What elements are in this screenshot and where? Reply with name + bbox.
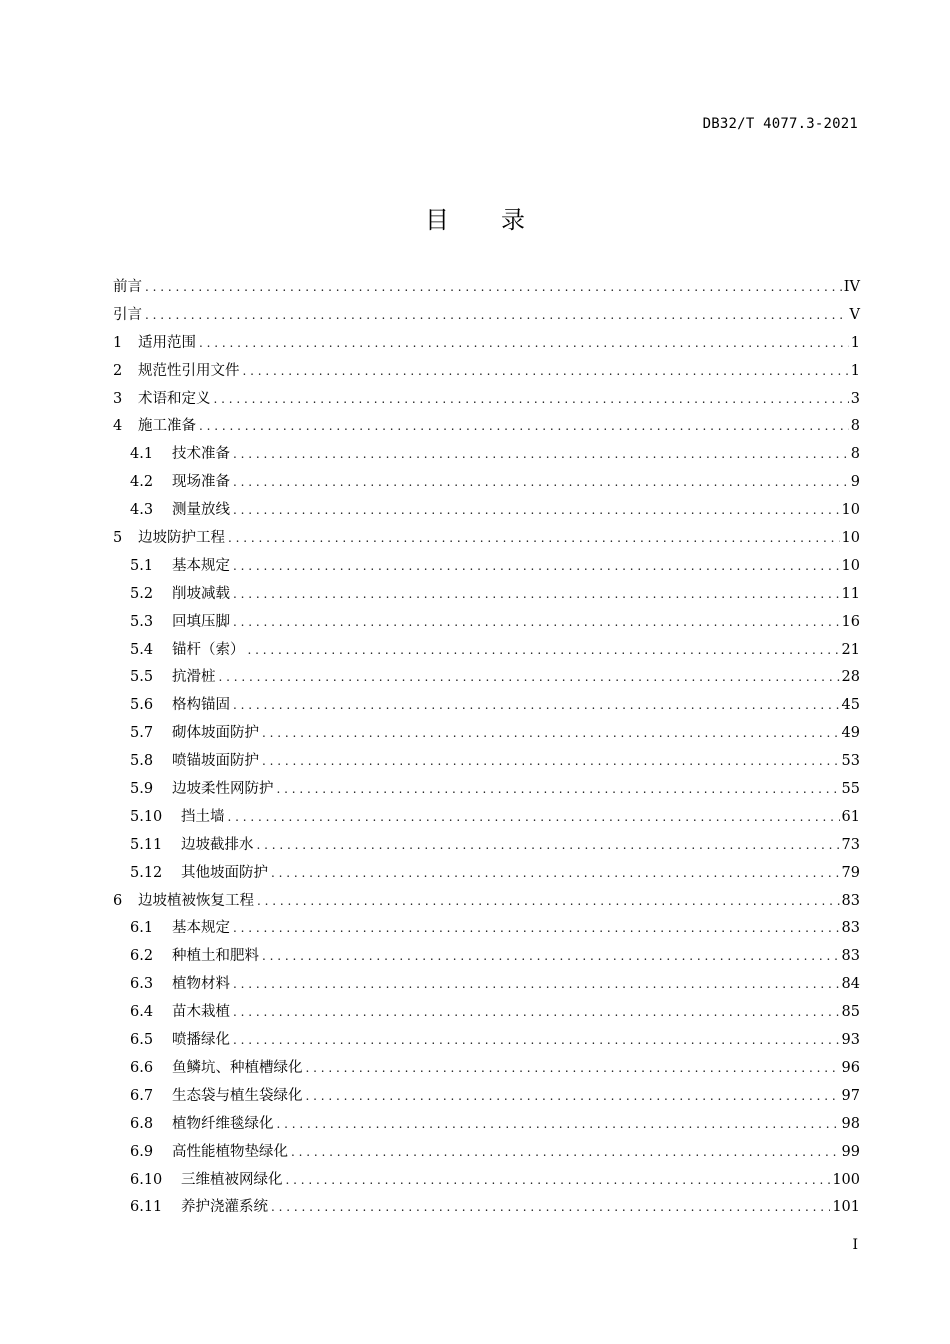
toc-entry[interactable]: [113, 1167, 860, 1195]
toc-entry-page: 16: [841, 613, 860, 630]
dot-leader: [233, 915, 840, 943]
toc-entry[interactable]: [113, 915, 860, 943]
toc-entry-number: 1: [113, 334, 123, 351]
toc-entry-number: 4.2: [130, 474, 154, 491]
toc-entry[interactable]: [113, 469, 860, 497]
toc-entry-page: 98: [841, 1115, 860, 1132]
page-title: 目录: [425, 206, 577, 234]
toc-entry-number: 2: [113, 362, 123, 379]
toc-entry-number: 5.5: [130, 669, 154, 686]
toc-entry-page: 55: [841, 781, 860, 798]
toc-entry[interactable]: [113, 1194, 860, 1222]
toc-entry-label: 三维植被网绿化: [181, 1171, 283, 1188]
toc-entry[interactable]: [113, 497, 860, 525]
toc-entry-number: 6.7: [130, 1087, 154, 1104]
toc-entry-label: 规范性引用文件: [138, 362, 240, 379]
toc-entry[interactable]: [113, 832, 860, 860]
dot-leader: [233, 553, 840, 581]
toc-entry-page: 83: [841, 920, 860, 937]
toc-entry-label: 边坡柔性网防护: [172, 781, 274, 798]
toc-entry[interactable]: [113, 999, 860, 1027]
toc-entry[interactable]: [113, 441, 860, 469]
toc-entry-number: 5.2: [130, 585, 154, 602]
toc-entry-label: 前言: [113, 279, 142, 295]
toc-entry[interactable]: [113, 413, 860, 441]
dot-leader: [145, 274, 842, 302]
toc-entry-label: 边坡截排水: [181, 836, 254, 853]
toc-entry-page: 101: [832, 1199, 860, 1216]
toc-entry[interactable]: [113, 1027, 860, 1055]
toc-entry-number: 4: [113, 418, 123, 435]
toc-entry-label: 引言: [113, 306, 142, 323]
toc-entry-number: 6.3: [130, 976, 154, 993]
toc-entry-page: 8: [850, 446, 860, 463]
toc-entry-number: 5.1: [130, 557, 154, 574]
toc-entry[interactable]: [113, 804, 860, 832]
toc-entry-label: 喷锚坡面防护: [172, 753, 259, 770]
table-of-contents: [113, 274, 860, 1222]
toc-entry-number: 6.4: [130, 1004, 154, 1021]
toc-entry-label: 削坡减载: [172, 585, 230, 602]
toc-entry-number: 6.9: [130, 1143, 154, 1160]
dot-leader: [262, 720, 840, 748]
dot-leader: [257, 888, 840, 916]
toc-entry-page: 10: [841, 530, 860, 547]
toc-entry-page: 93: [841, 1032, 860, 1049]
toc-entry[interactable]: [113, 609, 860, 637]
toc-entry[interactable]: [113, 692, 860, 720]
toc-entry[interactable]: [113, 971, 860, 999]
toc-entry-page: 97: [841, 1087, 860, 1104]
toc-entry[interactable]: [113, 330, 860, 358]
toc-entry-number: 4.3: [130, 502, 154, 519]
toc-entry-label: 测量放线: [172, 502, 230, 519]
toc-entry[interactable]: [113, 358, 860, 386]
toc-entry-label: 适用范围: [138, 334, 196, 351]
toc-entry-number: 5.11: [130, 836, 163, 853]
toc-entry[interactable]: [113, 274, 860, 302]
toc-entry[interactable]: [113, 386, 860, 414]
toc-entry-page: 83: [841, 948, 860, 965]
dot-leader: [271, 860, 840, 888]
toc-entry[interactable]: [113, 860, 860, 888]
dot-leader: [233, 609, 840, 637]
toc-entry[interactable]: [113, 302, 860, 330]
dot-leader: [228, 804, 840, 832]
toc-entry-number: 5: [113, 530, 123, 547]
toc-entry-page: 11: [841, 585, 860, 602]
toc-entry-label: 回填压脚: [172, 613, 230, 630]
dot-leader: [233, 692, 840, 720]
toc-entry-page: V: [849, 306, 860, 323]
toc-entry-label: 种植土和肥料: [172, 948, 259, 965]
dot-leader: [214, 386, 849, 414]
toc-entry-page: 21: [841, 641, 860, 658]
toc-entry-label: 生态袋与植生袋绿化: [172, 1087, 303, 1104]
toc-entry-label: 苗木栽植: [172, 1004, 230, 1021]
dot-leader: [233, 1027, 840, 1055]
toc-entry-page: 85: [841, 1004, 860, 1021]
dot-leader: [199, 413, 849, 441]
toc-entry-page: 83: [841, 892, 860, 909]
toc-entry-number: 3: [113, 390, 123, 407]
toc-entry-number: 6.10: [130, 1171, 163, 1188]
toc-entry-page: 10: [841, 502, 860, 519]
dot-leader: [286, 1167, 831, 1195]
toc-entry[interactable]: [113, 888, 860, 916]
toc-entry-label: 术语和定义: [138, 390, 211, 407]
dot-leader: [243, 358, 849, 386]
dot-leader: [233, 469, 849, 497]
toc-entry-number: 6.1: [130, 920, 154, 937]
toc-entry-number: 5.9: [130, 781, 154, 798]
toc-entry[interactable]: [113, 637, 860, 665]
toc-entry-label: 植物纤维毯绿化: [172, 1115, 274, 1132]
toc-entry-label: 砌体坡面防护: [172, 725, 259, 742]
toc-entry-page: 1: [850, 362, 860, 379]
toc-entry-label: 喷播绿化: [172, 1032, 230, 1049]
toc-entry-number: 5.6: [130, 697, 154, 714]
toc-entry[interactable]: [113, 720, 860, 748]
toc-entry-page: 84: [841, 976, 860, 993]
dot-leader: [199, 330, 849, 358]
toc-entry-page: 8: [850, 418, 860, 435]
toc-entry-page: 79: [841, 864, 860, 881]
toc-entry-label: 基本规定: [172, 557, 230, 574]
dot-leader: [262, 748, 840, 776]
dot-leader: [291, 1139, 840, 1167]
toc-entry[interactable]: [113, 1055, 860, 1083]
dot-leader: [306, 1083, 840, 1111]
toc-entry[interactable]: [113, 776, 860, 804]
toc-entry-number: 6.6: [130, 1059, 154, 1076]
toc-entry-label: 植物材料: [172, 976, 230, 993]
toc-entry-label: 技术准备: [172, 446, 230, 463]
toc-entry-number: 6.2: [130, 948, 154, 965]
dot-leader: [233, 999, 840, 1027]
toc-entry-label: 基本规定: [172, 920, 230, 937]
toc-entry[interactable]: [113, 525, 860, 553]
toc-entry-label: 现场准备: [172, 474, 230, 491]
toc-entry-label: 锚杆（索）: [172, 641, 245, 658]
toc-entry-number: 5.3: [130, 613, 154, 630]
toc-entry-number: 6.8: [130, 1115, 154, 1132]
toc-entry-number: 4.1: [130, 446, 154, 463]
toc-entry[interactable]: [113, 1111, 860, 1139]
toc-entry[interactable]: [113, 943, 860, 971]
toc-entry-number: 6.11: [130, 1199, 163, 1216]
toc-entry-page: 61: [841, 808, 860, 825]
document-id: DB32/T 4077.3-2021: [702, 116, 858, 132]
toc-entry[interactable]: [113, 1139, 860, 1167]
toc-entry-page: 53: [841, 753, 860, 770]
toc-entry-label: 边坡植被恢复工程: [138, 892, 254, 909]
toc-entry-number: 5.12: [130, 864, 163, 881]
dot-leader: [306, 1055, 840, 1083]
dot-leader: [219, 664, 840, 692]
toc-entry-page: 73: [841, 836, 860, 853]
toc-entry[interactable]: [113, 553, 860, 581]
toc-entry-page: 96: [841, 1059, 860, 1076]
toc-entry-number: 5.10: [130, 808, 163, 825]
toc-entry-number: 5.8: [130, 753, 154, 770]
dot-leader: [233, 497, 840, 525]
toc-entry-page: 99: [841, 1143, 860, 1160]
toc-entry-page: 3: [850, 390, 860, 407]
toc-entry-label: 养护浇灌系统: [181, 1199, 268, 1216]
toc-entry-number: 5.7: [130, 725, 154, 742]
toc-entry-page: 10: [841, 557, 860, 574]
toc-entry-page: 45: [841, 697, 860, 714]
dot-leader: [233, 581, 840, 609]
dot-leader: [233, 441, 849, 469]
toc-entry[interactable]: [113, 1083, 860, 1111]
dot-leader: [262, 943, 840, 971]
toc-entry[interactable]: [113, 581, 860, 609]
dot-leader: [271, 1194, 830, 1222]
toc-entry-page: 49: [841, 725, 860, 742]
dot-leader: [277, 776, 840, 804]
toc-entry-number: 5.4: [130, 641, 154, 658]
toc-entry[interactable]: [113, 664, 860, 692]
toc-entry-label: 高性能植物垫绿化: [172, 1143, 288, 1160]
toc-entry-number: 6: [113, 892, 123, 909]
toc-entry-page: 28: [841, 669, 860, 686]
toc-entry-label: 格构锚固: [172, 697, 230, 714]
dot-leader: [277, 1111, 840, 1139]
toc-entry-number: 6.5: [130, 1032, 154, 1049]
dot-leader: [228, 525, 840, 553]
page-number: I: [852, 1237, 858, 1253]
toc-entry-label: 抗滑桩: [172, 669, 216, 686]
dot-leader: [145, 302, 848, 330]
toc-entry-page: 9: [850, 474, 860, 491]
toc-entry-label: 鱼鳞坑、种植槽绿化: [172, 1059, 303, 1076]
dot-leader: [233, 971, 840, 999]
dot-leader: [248, 637, 840, 665]
toc-entry-label: 挡土墙: [181, 808, 225, 825]
toc-entry-page: 1: [850, 334, 860, 351]
dot-leader: [257, 832, 840, 860]
toc-entry-page: IV: [843, 279, 860, 295]
toc-entry-page: 100: [832, 1171, 860, 1188]
toc-entry[interactable]: [113, 748, 860, 776]
toc-entry-label: 其他坡面防护: [181, 864, 268, 881]
toc-entry-label: 边坡防护工程: [138, 530, 225, 547]
toc-entry-label: 施工准备: [138, 418, 196, 435]
